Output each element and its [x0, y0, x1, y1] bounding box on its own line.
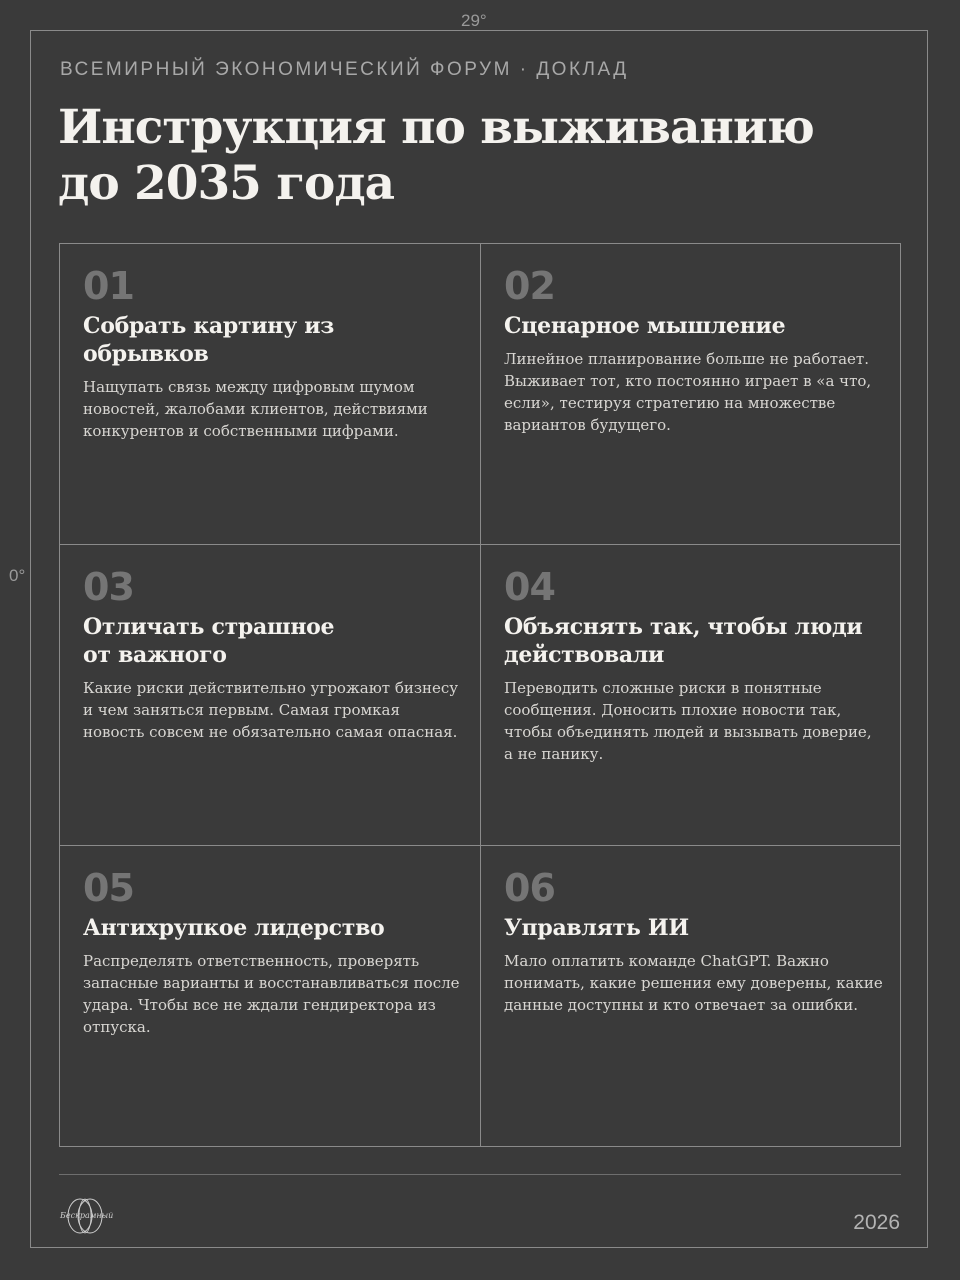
skill-title-line-1: Управлять ИИ	[504, 915, 689, 941]
skill-description: Какие риски действительно угрожают бизнесу и чем заняться первым. Самая громкая новость совсем не обязательно самая опасная.	[83, 679, 459, 741]
skill-number: 01	[83, 264, 134, 308]
skill-description: Мало оплатить команде ChatGPT. Важно понимать, какие решения ему доверены, какие данные доступны и кто отвечает за ошибки.	[504, 952, 883, 1014]
skill-number: 06	[504, 866, 555, 910]
skill-title	[83, 613, 463, 669]
skill-title	[83, 312, 463, 368]
skill-number: 02	[504, 264, 555, 308]
skill-title-line-2: от важного	[83, 642, 227, 668]
skill-description: Переводить сложные риски в понятные сообщения. Доносить плохие новости так, чтобы объединять людей и вызывать доверие, а не панику.	[504, 679, 872, 763]
page-title	[58, 100, 918, 212]
skill-title	[83, 914, 463, 942]
logo-wordmark: Бескрамный	[60, 1211, 114, 1220]
skill-description: Распределять ответственность, проверять запасные варианты и восстанавливаться после удара. Чтобы все не ждали гендиректора из отпуска.	[83, 952, 460, 1036]
skill-title-line-1: Антихрупкое лидерство	[83, 915, 385, 941]
skill-number: 04	[504, 565, 555, 609]
skill-number: 05	[83, 866, 134, 910]
skill-title	[504, 613, 884, 669]
skill-title-line-1: Объяснять так, чтобы люди	[504, 614, 863, 640]
skill-title-line-1: Сценарное мышление	[504, 313, 786, 339]
skill-title-line-1: Отличать страшное	[83, 614, 335, 640]
skill-description: Нащупать связь между цифровым шумом новостей, жалобами клиентов, действиями конкурентов и собственными цифрами.	[83, 378, 428, 440]
report-kicker: ВСЕМИРНЫЙ ЭКОНОМИЧЕСКИЙ ФОРУМ · ДОКЛАД	[60, 59, 629, 80]
skill-title-line-2: действовали	[504, 642, 665, 668]
skill-card-02	[481, 244, 900, 545]
footer-year: 2026	[853, 1211, 900, 1234]
skill-title	[504, 312, 884, 340]
footer-divider	[59, 1174, 901, 1175]
page-title-line-1: Инструкция по выживанию	[58, 100, 814, 155]
skills-grid	[59, 243, 901, 1147]
skill-card-03	[60, 545, 481, 846]
left-degree-marker: 0°	[9, 566, 26, 585]
skill-title-line-2: обрывков	[83, 341, 209, 367]
skill-title-line-1: Собрать картину из	[83, 313, 334, 339]
top-degree-marker: 29°	[461, 11, 487, 30]
skill-card-05	[60, 846, 481, 1146]
page-title-line-2: до 2035 года	[58, 156, 395, 211]
skill-description: Линейное планирование больше не работает. Выживает тот, кто постоянно играет в «а что, если», тестируя стратегию на множестве вариантов будущего.	[504, 350, 872, 434]
skill-card-06	[481, 846, 900, 1146]
skill-number: 03	[83, 565, 134, 609]
skill-card-01	[60, 244, 481, 545]
skill-card-04	[481, 545, 900, 846]
skill-title	[504, 914, 884, 942]
